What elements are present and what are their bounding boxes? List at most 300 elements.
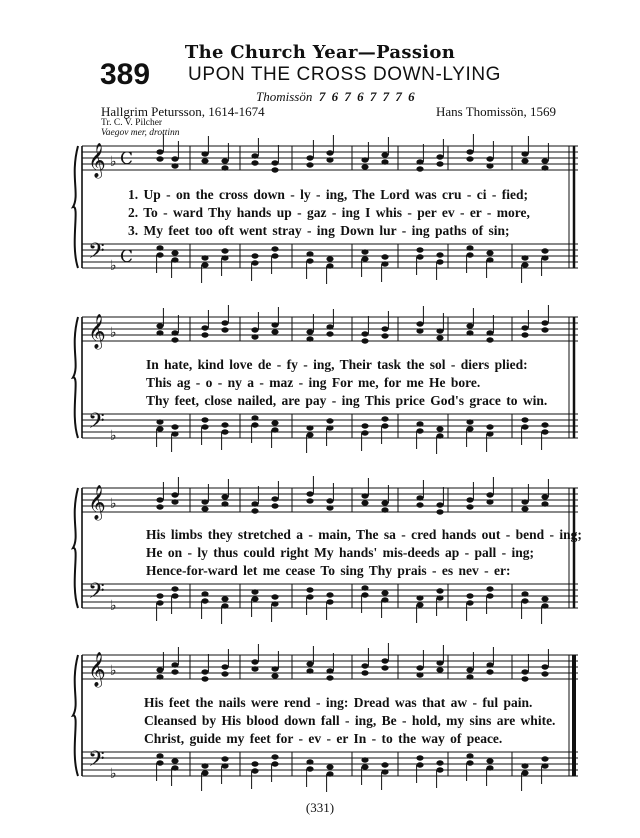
note-head bbox=[381, 597, 388, 602]
note-head bbox=[201, 417, 208, 422]
note-head bbox=[326, 599, 333, 604]
note-head bbox=[416, 672, 423, 677]
note-head bbox=[436, 433, 443, 438]
note-head bbox=[521, 591, 528, 596]
note-head bbox=[171, 586, 178, 591]
flat-icon: ♭ bbox=[110, 496, 117, 512]
note-head bbox=[221, 429, 228, 434]
note-head bbox=[361, 338, 368, 343]
note-head bbox=[436, 667, 443, 672]
note-head bbox=[486, 337, 493, 342]
note-head bbox=[436, 252, 443, 257]
note-head bbox=[541, 671, 548, 676]
note-head bbox=[521, 158, 528, 163]
note-head bbox=[306, 155, 313, 160]
note-head bbox=[381, 254, 388, 259]
bass-clef-icon: 𝄢 bbox=[88, 239, 105, 269]
note-head bbox=[436, 335, 443, 340]
note-head bbox=[221, 320, 228, 325]
note-head bbox=[221, 165, 228, 170]
note-head bbox=[486, 662, 493, 667]
note-head bbox=[486, 431, 493, 436]
note-head bbox=[306, 491, 313, 496]
note-head bbox=[221, 664, 228, 669]
lyric-line: 2. To - ward Thy hands up - gaz - ing I whis - per ev - er - more, bbox=[128, 205, 530, 220]
note-head bbox=[156, 504, 163, 509]
note-head bbox=[171, 431, 178, 436]
note-head bbox=[326, 150, 333, 155]
note-head bbox=[381, 665, 388, 670]
note-head bbox=[271, 761, 278, 766]
lyric-line: He on - ly thus could right My hands' mis-deeds ap - pall - ing; bbox=[146, 545, 535, 560]
note-head bbox=[361, 331, 368, 336]
author: Hallgrim Petursson, 1614-1674 bbox=[101, 104, 265, 119]
note-head bbox=[326, 771, 333, 776]
note-head bbox=[201, 262, 208, 267]
note-head bbox=[436, 660, 443, 665]
note-head bbox=[271, 666, 278, 671]
note-head bbox=[416, 665, 423, 670]
note-head bbox=[306, 587, 313, 592]
note-head bbox=[201, 499, 208, 504]
note-head bbox=[271, 496, 278, 501]
note-head bbox=[521, 325, 528, 330]
note-head bbox=[416, 254, 423, 259]
note-head bbox=[361, 663, 368, 668]
note-head bbox=[416, 321, 423, 326]
note-head bbox=[326, 256, 333, 261]
note-head bbox=[306, 432, 313, 437]
note-head bbox=[466, 419, 473, 424]
note-head bbox=[486, 765, 493, 770]
note-head bbox=[221, 422, 228, 427]
note-head bbox=[306, 258, 313, 263]
note-head bbox=[271, 673, 278, 678]
note-head bbox=[251, 334, 258, 339]
note-head bbox=[221, 671, 228, 676]
lyric-line: Hence-for-ward let me cease To sing Thy prais - es nev - er: bbox=[146, 563, 511, 578]
note-head bbox=[381, 658, 388, 663]
hymn-number: 389 bbox=[100, 58, 151, 91]
note-head bbox=[541, 320, 548, 325]
note-head bbox=[156, 667, 163, 672]
note-head bbox=[521, 598, 528, 603]
note-head bbox=[466, 149, 473, 154]
note-head bbox=[381, 769, 388, 774]
note-head bbox=[201, 676, 208, 681]
note-head bbox=[221, 603, 228, 608]
note-head bbox=[251, 659, 258, 664]
note-head bbox=[326, 764, 333, 769]
note-head bbox=[221, 255, 228, 260]
note-head bbox=[486, 593, 493, 598]
brace bbox=[73, 146, 78, 268]
note-head bbox=[171, 257, 178, 262]
lyric-line: Christ, guide my feet for - ev - er In - to the way of peace. bbox=[144, 731, 503, 746]
note-head bbox=[541, 664, 548, 669]
note-head bbox=[416, 159, 423, 164]
note-head bbox=[201, 424, 208, 429]
note-head bbox=[326, 592, 333, 597]
note-head bbox=[381, 333, 388, 338]
note-head bbox=[156, 156, 163, 161]
lyric-line: Thy feet, close nailed, are pay - ing This price God's grace to win. bbox=[146, 393, 548, 408]
note-head bbox=[541, 429, 548, 434]
lyric-line: Cleansed by His blood down fall - ing, Be - hold, my sins are white. bbox=[144, 713, 556, 728]
note-head bbox=[521, 332, 528, 337]
note-head bbox=[271, 601, 278, 606]
note-head bbox=[486, 758, 493, 763]
note-head bbox=[436, 161, 443, 166]
note-head bbox=[541, 501, 548, 506]
tune-name: Thomissön bbox=[256, 89, 313, 104]
flat-icon: ♭ bbox=[110, 258, 117, 274]
note-head bbox=[466, 245, 473, 250]
note-head bbox=[541, 494, 548, 499]
note-head bbox=[381, 762, 388, 767]
note-head bbox=[361, 423, 368, 428]
note-head bbox=[521, 151, 528, 156]
note-head bbox=[436, 426, 443, 431]
common-time-icon: C bbox=[120, 149, 134, 169]
note-head bbox=[271, 160, 278, 165]
note-head bbox=[521, 669, 528, 674]
note-head bbox=[251, 666, 258, 671]
note-head bbox=[466, 593, 473, 598]
note-head bbox=[251, 160, 258, 165]
treble-clef-icon: 𝄞 bbox=[88, 652, 106, 687]
bass-clef-icon: 𝄢 bbox=[88, 579, 105, 609]
note-head bbox=[251, 153, 258, 158]
note-head bbox=[171, 330, 178, 335]
note-head bbox=[361, 670, 368, 675]
note-head bbox=[416, 495, 423, 500]
note-head bbox=[486, 669, 493, 674]
lyric-line: His feet the nails were rend - ing: Dread was that aw - ful pain. bbox=[144, 695, 533, 710]
brace bbox=[73, 488, 78, 608]
note-head bbox=[326, 668, 333, 673]
lyric-line: 1. Up - on the cross down - ly - ing, The Lord was cru - ci - fied; bbox=[128, 187, 529, 202]
note-head bbox=[171, 492, 178, 497]
note-head bbox=[156, 252, 163, 257]
note-head bbox=[171, 593, 178, 598]
section-title: The Church Year—Passion bbox=[184, 42, 456, 63]
note-head bbox=[361, 493, 368, 498]
note-head bbox=[381, 326, 388, 331]
note-head bbox=[436, 760, 443, 765]
note-head bbox=[521, 506, 528, 511]
note-head bbox=[171, 156, 178, 161]
note-head bbox=[306, 336, 313, 341]
note-head bbox=[466, 426, 473, 431]
note-head bbox=[251, 596, 258, 601]
note-head bbox=[326, 418, 333, 423]
note-head bbox=[466, 760, 473, 765]
note-head bbox=[156, 419, 163, 424]
note-head bbox=[521, 763, 528, 768]
note-head bbox=[326, 331, 333, 336]
treble-clef-icon: 𝄞 bbox=[88, 485, 106, 520]
note-head bbox=[156, 149, 163, 154]
note-head bbox=[171, 662, 178, 667]
note-head bbox=[361, 249, 368, 254]
note-head bbox=[306, 766, 313, 771]
lyric-line: This ag - o - ny a - maz - ing For me, for me He bore. bbox=[146, 375, 481, 390]
note-head bbox=[416, 428, 423, 433]
note-head bbox=[361, 164, 368, 169]
note-head bbox=[486, 250, 493, 255]
note-head bbox=[221, 763, 228, 768]
note-head bbox=[171, 758, 178, 763]
note-head bbox=[541, 165, 548, 170]
note-head bbox=[171, 250, 178, 255]
note-head bbox=[271, 754, 278, 759]
flat-icon: ♭ bbox=[110, 154, 117, 170]
note-head bbox=[466, 252, 473, 257]
note-head bbox=[486, 586, 493, 591]
note-head bbox=[156, 426, 163, 431]
note-head bbox=[416, 166, 423, 171]
note-head bbox=[541, 603, 548, 608]
flat-icon: ♭ bbox=[110, 766, 117, 782]
note-head bbox=[416, 762, 423, 767]
note-head bbox=[486, 424, 493, 429]
note-head bbox=[361, 592, 368, 597]
note-head bbox=[251, 422, 258, 427]
note-head bbox=[436, 154, 443, 159]
note-head bbox=[466, 156, 473, 161]
note-head bbox=[201, 158, 208, 163]
flat-icon: ♭ bbox=[110, 598, 117, 614]
note-head bbox=[201, 763, 208, 768]
note-head bbox=[251, 415, 258, 420]
note-head bbox=[271, 503, 278, 508]
note-head bbox=[251, 260, 258, 265]
note-head bbox=[541, 248, 548, 253]
note-head bbox=[271, 322, 278, 327]
note-head bbox=[271, 594, 278, 599]
note-head bbox=[541, 596, 548, 601]
note-head bbox=[271, 420, 278, 425]
note-head bbox=[221, 756, 228, 761]
note-head bbox=[306, 162, 313, 167]
note-head bbox=[201, 506, 208, 511]
note-head bbox=[466, 667, 473, 672]
note-head bbox=[306, 759, 313, 764]
note-head bbox=[416, 595, 423, 600]
note-head bbox=[361, 757, 368, 762]
note-head bbox=[306, 498, 313, 503]
note-head bbox=[171, 424, 178, 429]
note-head bbox=[171, 669, 178, 674]
note-head bbox=[416, 328, 423, 333]
note-head bbox=[251, 768, 258, 773]
lyric-line: 3. My feet too oft went stray - ing Down lur - ing paths of sin; bbox=[128, 223, 510, 238]
note-head bbox=[201, 591, 208, 596]
note-head bbox=[156, 760, 163, 765]
note-head bbox=[416, 502, 423, 507]
brace bbox=[73, 655, 78, 776]
note-head bbox=[201, 598, 208, 603]
note-head bbox=[521, 499, 528, 504]
note-head bbox=[521, 262, 528, 267]
note-head bbox=[326, 498, 333, 503]
note-head bbox=[466, 504, 473, 509]
note-head bbox=[306, 668, 313, 673]
note-head bbox=[156, 330, 163, 335]
note-head bbox=[251, 253, 258, 258]
note-head bbox=[381, 507, 388, 512]
note-head bbox=[416, 247, 423, 252]
note-head bbox=[381, 500, 388, 505]
note-head bbox=[436, 767, 443, 772]
note-head bbox=[306, 661, 313, 666]
note-head bbox=[306, 329, 313, 334]
note-head bbox=[251, 508, 258, 513]
note-head bbox=[271, 427, 278, 432]
brace bbox=[73, 317, 78, 438]
lyric-line: In hate, kind love de - fy - ing, Their task the sol - diers plied: bbox=[146, 357, 528, 372]
source-title: Vaegov mer, drottinn bbox=[101, 128, 180, 138]
treble-clef-icon: 𝄞 bbox=[88, 314, 106, 349]
note-head bbox=[326, 263, 333, 268]
flat-icon: ♭ bbox=[110, 428, 117, 444]
note-head bbox=[381, 423, 388, 428]
note-head bbox=[251, 589, 258, 594]
note-head bbox=[361, 500, 368, 505]
bass-clef-icon: 𝄢 bbox=[88, 747, 105, 777]
composer: Hans Thomissön, 1569 bbox=[435, 104, 556, 119]
note-head bbox=[271, 253, 278, 258]
note-head bbox=[436, 328, 443, 333]
note-head bbox=[306, 594, 313, 599]
note-head bbox=[361, 764, 368, 769]
note-head bbox=[466, 323, 473, 328]
note-head bbox=[541, 756, 548, 761]
note-head bbox=[221, 596, 228, 601]
lyric-line: His limbs they stretched a - main, The sa - cred hands out - bend - ing; bbox=[146, 527, 582, 542]
note-head bbox=[251, 501, 258, 506]
bass-clef-icon: 𝄢 bbox=[88, 409, 105, 439]
note-head bbox=[466, 330, 473, 335]
note-head bbox=[171, 337, 178, 342]
note-head bbox=[171, 765, 178, 770]
note-head bbox=[436, 259, 443, 264]
note-head bbox=[381, 416, 388, 421]
note-head bbox=[251, 327, 258, 332]
note-head bbox=[326, 505, 333, 510]
note-head bbox=[466, 600, 473, 605]
note-head bbox=[306, 425, 313, 430]
note-head bbox=[486, 499, 493, 504]
hymn-title: UPON THE CROSS DOWN-LYING bbox=[188, 64, 502, 85]
note-head bbox=[541, 255, 548, 260]
note-head bbox=[381, 261, 388, 266]
translator: Tr. C. V. Pilcher bbox=[101, 118, 163, 128]
flat-icon: ♭ bbox=[110, 663, 117, 679]
note-head bbox=[156, 593, 163, 598]
note-head bbox=[361, 157, 368, 162]
note-head bbox=[156, 323, 163, 328]
page-number: (331) bbox=[305, 800, 335, 815]
note-head bbox=[156, 245, 163, 250]
note-head bbox=[486, 156, 493, 161]
note-head bbox=[271, 329, 278, 334]
note-head bbox=[361, 585, 368, 590]
note-head bbox=[541, 763, 548, 768]
note-head bbox=[271, 246, 278, 251]
note-head bbox=[221, 248, 228, 253]
meter: 7 6 7 6 7 7 7 6 bbox=[318, 89, 417, 104]
note-head bbox=[521, 676, 528, 681]
note-head bbox=[436, 588, 443, 593]
note-head bbox=[466, 753, 473, 758]
note-head bbox=[156, 674, 163, 679]
note-head bbox=[466, 497, 473, 502]
note-head bbox=[416, 755, 423, 760]
note-head bbox=[486, 163, 493, 168]
note-head bbox=[201, 325, 208, 330]
note-head bbox=[306, 251, 313, 256]
note-head bbox=[381, 590, 388, 595]
note-head bbox=[486, 257, 493, 262]
note-head bbox=[416, 602, 423, 607]
note-head bbox=[326, 675, 333, 680]
note-head bbox=[251, 761, 258, 766]
common-time-icon: C bbox=[120, 247, 134, 267]
note-head bbox=[221, 501, 228, 506]
note-head bbox=[521, 424, 528, 429]
note-head bbox=[541, 422, 548, 427]
note-head bbox=[521, 770, 528, 775]
note-head bbox=[416, 421, 423, 426]
note-head bbox=[201, 151, 208, 156]
note-head bbox=[201, 770, 208, 775]
note-head bbox=[201, 255, 208, 260]
note-head bbox=[436, 502, 443, 507]
treble-clef-icon: 𝄞 bbox=[88, 143, 106, 178]
note-head bbox=[201, 669, 208, 674]
note-head bbox=[361, 430, 368, 435]
note-head bbox=[381, 159, 388, 164]
note-head bbox=[156, 753, 163, 758]
note-head bbox=[171, 499, 178, 504]
note-head bbox=[221, 327, 228, 332]
note-head bbox=[221, 494, 228, 499]
note-head bbox=[221, 158, 228, 163]
note-head bbox=[156, 600, 163, 605]
note-head bbox=[156, 497, 163, 502]
note-head bbox=[521, 255, 528, 260]
note-head bbox=[361, 256, 368, 261]
note-head bbox=[326, 425, 333, 430]
note-head bbox=[436, 595, 443, 600]
note-head bbox=[541, 327, 548, 332]
note-head bbox=[466, 674, 473, 679]
note-head bbox=[436, 509, 443, 514]
note-head bbox=[326, 157, 333, 162]
note-head bbox=[486, 492, 493, 497]
note-head bbox=[326, 324, 333, 329]
note-head bbox=[201, 332, 208, 337]
flat-icon: ♭ bbox=[110, 325, 117, 341]
note-head bbox=[171, 163, 178, 168]
note-head bbox=[486, 330, 493, 335]
note-head bbox=[271, 167, 278, 172]
note-head bbox=[541, 158, 548, 163]
note-head bbox=[381, 152, 388, 157]
note-head bbox=[521, 417, 528, 422]
